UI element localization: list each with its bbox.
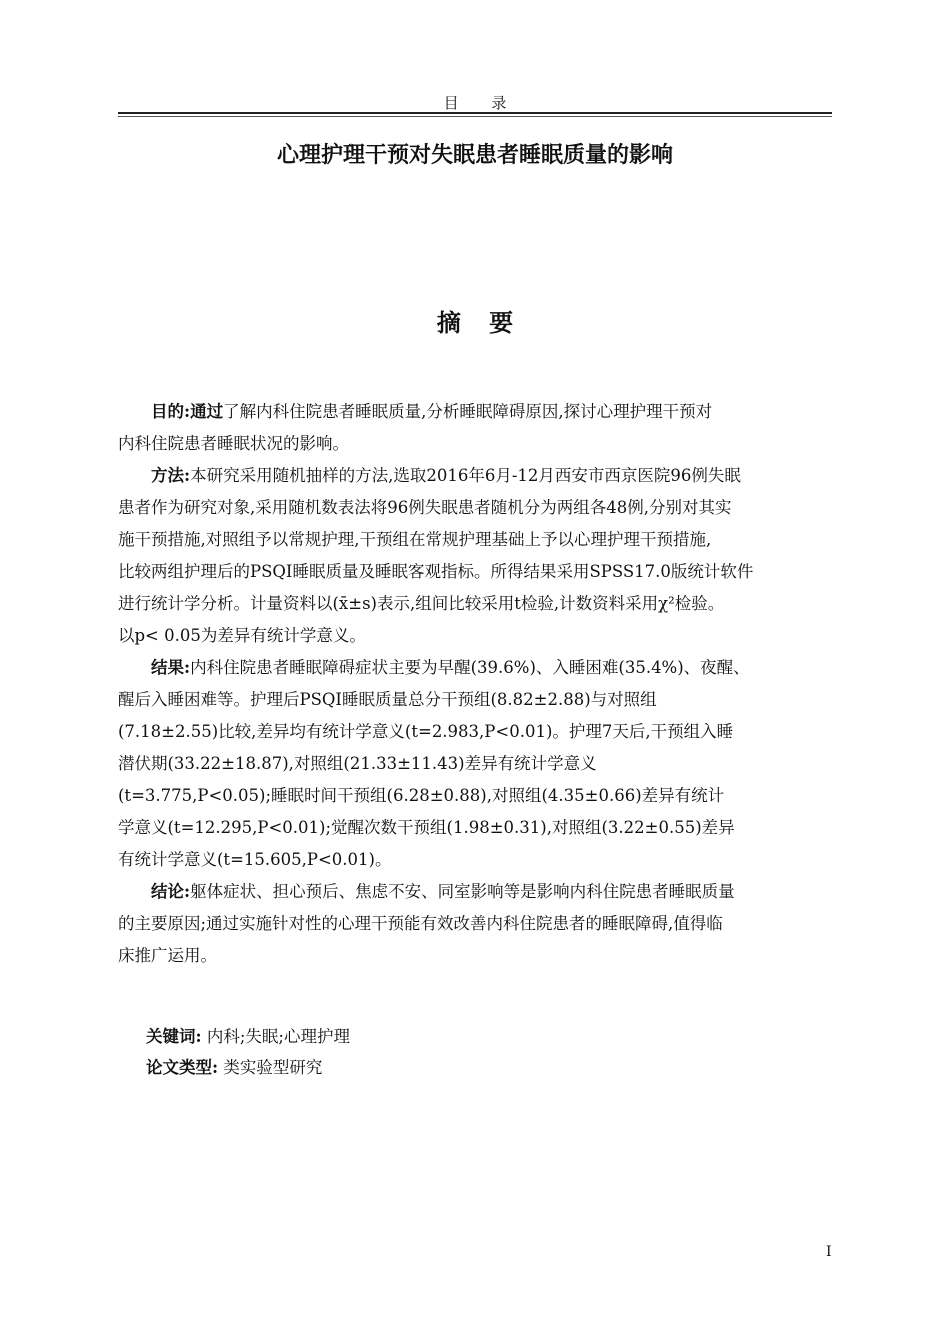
objective-line: 了解内科住院患者睡眠质量,分析睡眠障碍原因,探讨心理护理干预对: [223, 402, 713, 421]
keywords-value: 内科;失眠;心理护理: [206, 1027, 350, 1046]
result-line: 有统计学意义(t=15.605,P<0.01)。: [118, 850, 392, 869]
abstract-body: [118, 396, 834, 972]
result-line: 醒后入睡困难等。护理后PSQI睡眠质量总分干预组(8.82±2.88)与对照组: [118, 690, 657, 709]
objective-paragraph: [118, 396, 834, 460]
method-line: 以p< 0.05为差异有统计学意义。: [118, 626, 366, 645]
method-line: 患者作为研究对象,采用随机数表法将96例失眠患者随机分为两组各48例,分别对其实: [118, 498, 732, 517]
keywords-row: [146, 1021, 350, 1052]
result-line: (7.18±2.55)比较,差异均有统计学意义(t=2.983,P<0.01)。护理7天后,干预组入睡: [118, 722, 734, 741]
method-label: 方法:: [151, 466, 191, 485]
paper-type-label: 论文类型:: [146, 1058, 219, 1077]
method-line: 本研究采用随机抽样的方法,选取2016年6月-12月西安市西京医院96例失眠: [190, 466, 741, 485]
result-line: (t=3.775,P<0.05);睡眠时间干预组(6.28±0.88),对照组(4.35±0.66)差异有统计: [118, 786, 725, 805]
conclusion-line: 躯体症状、担心预后、焦虑不安、同室影响等是影响内科住院患者睡眠质量: [190, 882, 735, 901]
conclusion-label: 结论:: [151, 882, 191, 901]
result-line: 潜伏期(33.22±18.87),对照组(21.33±11.43)差异有统计学意义: [118, 754, 597, 773]
keywords-label: 关键词:: [146, 1027, 202, 1046]
paper-type-value: 类实验型研究: [223, 1058, 323, 1077]
result-line: 学意义(t=12.295,P<0.01);觉醒次数干预组(1.98±0.31),对照组(3.22±0.55)差异: [118, 818, 735, 837]
objective-line: 内科住院患者睡眠状况的影响。: [118, 434, 349, 453]
method-line: 进行统计学分析。计量资料以(x̄±s)表示,组间比较采用t检验,计数资料采用χ²检验。: [118, 594, 725, 613]
result-line: 内科住院患者睡眠障碍症状主要为早醒(39.6%)、入睡困难(35.4%)、夜醒、: [190, 658, 750, 677]
result-paragraph: [118, 652, 834, 876]
header-rule: [118, 112, 832, 114]
method-paragraph: [118, 460, 834, 652]
objective-label: 目的:通过: [151, 402, 224, 421]
abstract-heading: 摘 要: [436, 308, 524, 337]
paper-type-row: [146, 1052, 350, 1083]
header-rule-thin: [118, 116, 832, 117]
page-number: I: [826, 1244, 832, 1260]
conclusion-paragraph: [118, 876, 834, 972]
running-header: 目 录: [443, 94, 521, 112]
conclusion-line: 的主要原因;通过实施针对性的心理干预能有效改善内科住院患者的睡眠障碍,值得临: [118, 914, 723, 933]
keywords-block: [146, 1021, 350, 1083]
conclusion-line: 床推广运用。: [118, 946, 217, 965]
result-label: 结果:: [151, 658, 191, 677]
method-line: 施干预措施,对照组予以常规护理,干预组在常规护理基础上予以心理护理干预措施,: [118, 530, 712, 549]
paper-title: 心理护理干预对失眠患者睡眠质量的影响: [276, 142, 673, 168]
method-line: 比较两组护理后的PSQI睡眠质量及睡眠客观指标。所得结果采用SPSS17.0版统计软件: [118, 562, 754, 581]
